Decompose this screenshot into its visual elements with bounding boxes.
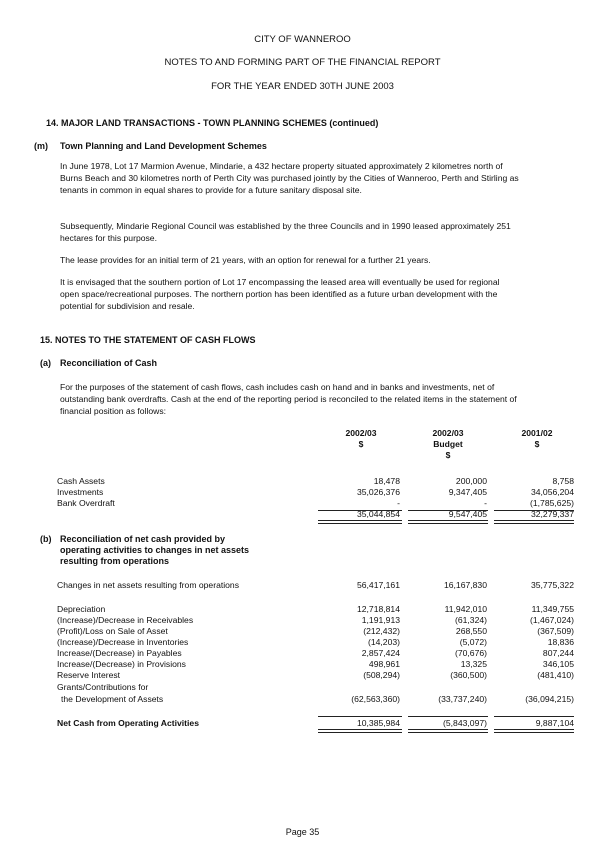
column-unit: $ [445, 450, 451, 460]
note14-sub-title: Town Planning and Land Development Schemes [60, 141, 267, 151]
cash-row-label: Bank Overdraft [57, 498, 115, 508]
note15-b-title [60, 534, 249, 567]
recon-row-value: 12,718,814 [356, 604, 400, 614]
cash-row-value: - [484, 498, 487, 508]
recon-row-value: (61,324) [454, 615, 487, 625]
page-number: Page 35 [285, 827, 320, 837]
cash-row-label: Investments [57, 487, 104, 497]
column-header-2003 [326, 428, 396, 450]
changes-row-value: 16,167,830 [443, 580, 487, 590]
column-year: 2002/03 [432, 428, 464, 438]
net-cash-label: Net Cash from Operating Activities [57, 718, 199, 728]
b-title-line: resulting from operations [60, 556, 170, 566]
recon-row-value: 18,836 [547, 637, 574, 647]
cash-total-value: 35,044,854 [356, 509, 400, 519]
recon-row-value: (14,203) [367, 637, 400, 647]
recon-row-label: Increase/(Decrease) in Payables [57, 648, 182, 658]
grants-value: (33,737,240) [438, 694, 487, 704]
cash-total-value: 32,279,337 [530, 509, 574, 519]
note14-sub-letter: (m) [34, 141, 48, 151]
recon-row-value: (1,467,024) [530, 615, 574, 625]
recon-row-value: (360,500) [450, 670, 487, 680]
note14-heading: 14. MAJOR LAND TRANSACTIONS - TOWN PLANNING SCHEMES (continued) [46, 118, 379, 128]
cash-row-label: Cash Assets [57, 476, 105, 486]
column-header-2002 [502, 428, 572, 450]
note15-heading: 15. NOTES TO THE STATEMENT OF CASH FLOWS [40, 335, 256, 345]
total-double-rule [318, 520, 402, 524]
column-budget-label: Budget [433, 439, 463, 449]
recon-row-value: 1,191,913 [361, 615, 400, 625]
cash-row-value: 9,347,405 [448, 487, 487, 497]
note15-a-paragraph: For the purposes of the statement of cash flows, cash includes cash on hand and in banks and investments, net of outstanding bank overdrafts. Cash at the end of the reporting period is reconciled to the related items in the statement of financial position as follows: [60, 382, 517, 416]
recon-row-label: Reserve Interest [57, 670, 121, 680]
recon-row-value: 11,942,010 [444, 604, 487, 614]
note14-paragraph-1: In June 1978, Lot 17 Marmion Avenue, Mindarie, a 432 hectare property situated approximately 2 kilometres north of Burns Beach and 30 kilometres north of Perth City was purchased jointly by the Cities of Wanneroo, Perth and Stirling as tenants in common in equal shares to provide for a future sanitary disposal site. [60, 161, 519, 195]
cash-row-value: 34,056,204 [530, 487, 574, 497]
b-title-line: Reconciliation of net cash provided by [60, 534, 226, 544]
cash-row-value: - [397, 498, 400, 508]
cash-row-value: (1,785,625) [530, 498, 574, 508]
column-year: 2001/02 [521, 428, 553, 438]
subtotal-rule [494, 716, 574, 717]
org-name: CITY OF WANNEROO [254, 34, 351, 45]
grants-value: (62,563,360) [351, 694, 400, 704]
grants-value: (36,094,215) [525, 694, 574, 704]
subtotal-rule [408, 716, 488, 717]
note14-paragraph-2: Subsequently, Mindarie Regional Council was established by the three Councils and in 1990 leased approximately 251 hectares for this purpose. [60, 221, 511, 243]
b-title-line: operating activities to changes in net assets [60, 545, 250, 555]
recon-row-value: (481,410) [537, 670, 574, 680]
changes-row-label: Changes in net assets resulting from operations [57, 580, 240, 590]
changes-row-value: 56,417,161 [356, 580, 400, 590]
report-title: NOTES TO AND FORMING PART OF THE FINANCIAL REPORT [164, 57, 441, 68]
recon-row-label: Depreciation [57, 604, 106, 614]
column-unit: $ [358, 439, 364, 449]
total-double-rule [408, 520, 488, 524]
recon-row-value: (212,432) [363, 626, 400, 636]
recon-row-value: 807,244 [542, 648, 574, 658]
recon-row-value: 268,550 [455, 626, 487, 636]
recon-row-label: Increase/(Decrease) in Provisions [57, 659, 186, 669]
grants-label-line-2: the Development of Assets [61, 694, 164, 704]
recon-row-value: (70,676) [454, 648, 487, 658]
recon-row-label: (Increase)/Decrease in Inventories [57, 637, 189, 647]
recon-row-value: (508,294) [363, 670, 400, 680]
recon-row-value: 2,857,424 [361, 648, 400, 658]
cash-total-value: 9,547,405 [448, 509, 487, 519]
cash-row-value: 8,758 [552, 476, 574, 486]
total-double-rule [408, 729, 488, 733]
recon-row-label: (Increase)/Decrease in Receivables [57, 615, 194, 625]
recon-row-value: (367,509) [537, 626, 574, 636]
subtotal-rule [318, 716, 402, 717]
total-double-rule [318, 729, 402, 733]
column-year: 2002/03 [345, 428, 377, 438]
column-header-budget [413, 428, 483, 461]
note14-paragraph-4: It is envisaged that the southern portion of Lot 17 encompassing the leased area will eventually be used for regional open space/recreational purposes. The northern portion has been identified as a future urban development with the potential for subdivision and resale. [60, 277, 500, 311]
recon-row-value: 498,961 [368, 659, 400, 669]
net-cash-value: 9,887,104 [535, 718, 574, 728]
cash-row-value: 18,478 [373, 476, 400, 486]
note15-a-letter: (a) [40, 358, 51, 368]
note14-paragraph-3: The lease provides for an initial term of 21 years, with an option for renewal for a further 21 years. [60, 255, 431, 265]
recon-row-value: (5,072) [459, 637, 487, 647]
recon-row-label: (Profit)/Loss on Sale of Asset [57, 626, 168, 636]
cash-row-value: 35,026,376 [356, 487, 400, 497]
note15-b-letter: (b) [40, 534, 52, 544]
total-double-rule [494, 520, 574, 524]
total-double-rule [494, 729, 574, 733]
changes-row-value: 35,775,322 [530, 580, 574, 590]
net-cash-value: 10,385,984 [356, 718, 400, 728]
column-unit: $ [534, 439, 540, 449]
recon-row-value: 346,105 [542, 659, 574, 669]
grants-label-line-1: Grants/Contributions for [57, 682, 149, 692]
note15-a-title: Reconciliation of Cash [60, 358, 158, 368]
cash-row-value: 200,000 [455, 476, 487, 486]
net-cash-value: (5,843,097) [443, 718, 487, 728]
recon-row-value: 13,325 [460, 659, 487, 669]
recon-row-value: 11,349,755 [531, 604, 574, 614]
report-period: FOR THE YEAR ENDED 30TH JUNE 2003 [211, 81, 394, 92]
